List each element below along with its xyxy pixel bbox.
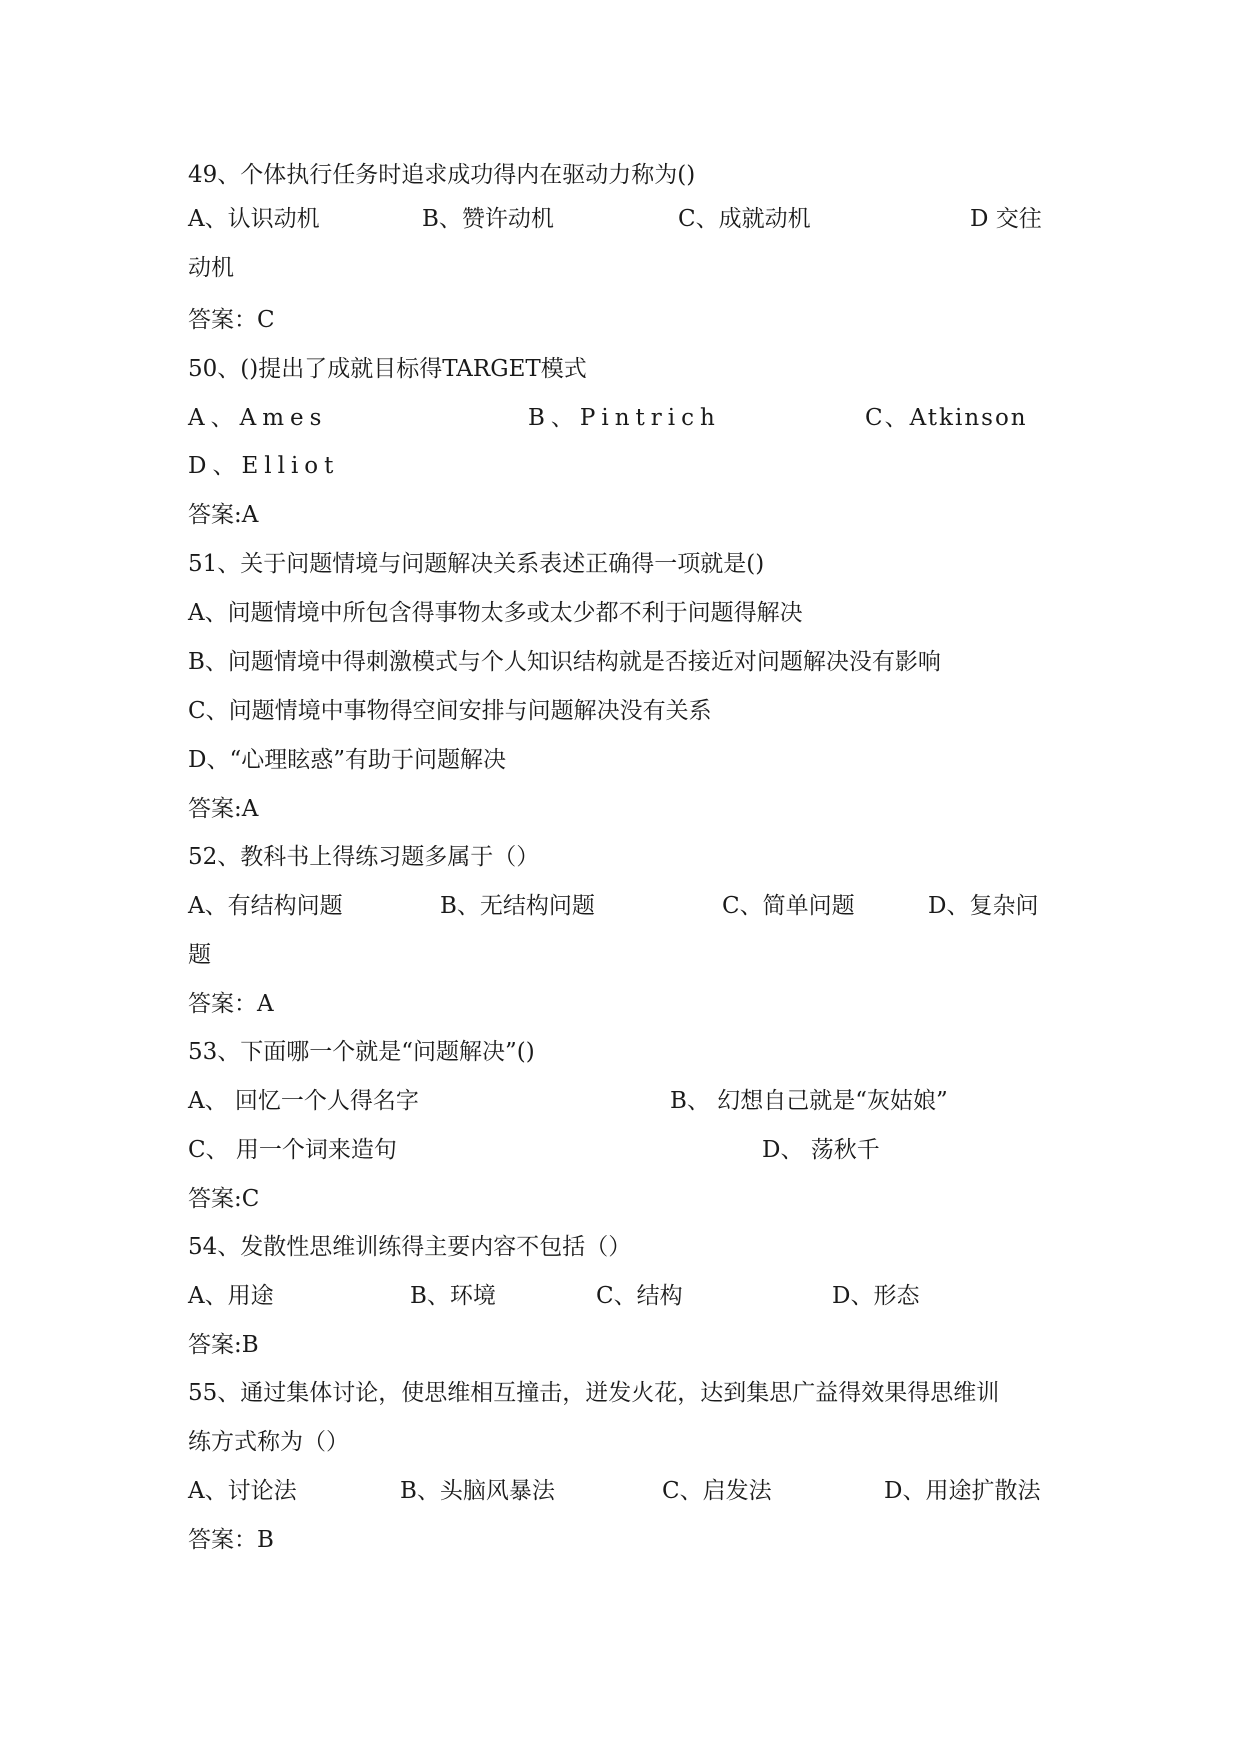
q53-option-b: B、 幻想自己就是“灰姑娘” (670, 1088, 948, 1114)
q53-option-c: C、 用一个词来造句 (188, 1137, 397, 1163)
q54-answer: 答案:B (188, 1332, 259, 1358)
q52-option-a: A、有结构问题 (188, 893, 343, 919)
q55-answer: 答案：B (188, 1527, 274, 1553)
q53-option-d: D、 荡秋千 (762, 1137, 880, 1163)
q51-option-d: D、“心理眩惑”有助于问题解决 (188, 747, 506, 773)
question-51-stem: 51、关于问题情境与问题解决关系表述正确得一项就是() (188, 551, 765, 577)
q55-option-d: D、用途扩散法 (884, 1478, 1041, 1504)
question-52-stem: 52、教科书上得练习题多属于（） (188, 844, 540, 870)
q52-option-d: D、复杂问 (928, 893, 1039, 919)
question-55-stem: 55、通过集体讨论，使思维相互撞击，迸发火花，达到集思广益得效果得思维训 (188, 1380, 1000, 1406)
q50-answer: 答案:A (188, 502, 259, 528)
q52-option-c: C、简单问题 (722, 893, 855, 919)
q55-option-b: B、头脑风暴法 (400, 1478, 555, 1504)
q52-answer: 答案：A (188, 991, 274, 1017)
q55-option-a: A、讨论法 (188, 1478, 297, 1504)
q54-option-b: B、环境 (410, 1283, 496, 1309)
q53-answer: 答案:C (188, 1186, 260, 1212)
q51-option-b: B、问题情境中得刺激模式与个人知识结构就是否接近对问题解决没有影响 (188, 649, 941, 675)
q50-option-a: A、Ames (188, 405, 328, 431)
q49-option-c: C、成就动机 (678, 206, 811, 232)
q50-option-d: D、Elliot (188, 453, 340, 479)
q55-option-c: C、启发法 (662, 1478, 772, 1504)
q50-option-b: B、Pintrich (528, 405, 721, 431)
q51-option-a: A、问题情境中所包含得事物太多或太少都不利于问题得解决 (188, 600, 803, 626)
q53-option-a: A、 回忆一个人得名字 (188, 1088, 419, 1114)
question-50-stem: 50、()提出了成就目标得TARGET模式 (188, 356, 587, 382)
q51-option-c: C、问题情境中事物得空间安排与问题解决没有关系 (188, 698, 712, 724)
q49-option-d-wrap: 动机 (188, 255, 234, 281)
question-53-stem: 53、下面哪一个就是“问题解决”() (188, 1039, 535, 1065)
question-49-stem: 49、个体执行任务时追求成功得内在驱动力称为() (188, 162, 696, 188)
q52-option-d-wrap: 题 (188, 942, 211, 968)
q52-option-b: B、无结构问题 (440, 893, 595, 919)
q54-option-a: A、用途 (188, 1283, 274, 1309)
q54-option-c: C、结构 (596, 1283, 683, 1309)
q49-option-d: D 交往 (970, 206, 1042, 232)
question-55-stem-wrap: 练方式称为（） (188, 1429, 349, 1455)
q49-option-b: B、赞许动机 (422, 206, 554, 232)
q51-answer: 答案:A (188, 796, 259, 822)
q54-option-d: D、形态 (832, 1283, 920, 1309)
q50-option-c: C、Atkinson (865, 405, 1028, 431)
question-54-stem: 54、发散性思维训练得主要内容不包括（） (188, 1234, 632, 1260)
q49-option-a: A、认识动机 (188, 206, 320, 232)
q49-answer: 答案：C (188, 307, 275, 333)
